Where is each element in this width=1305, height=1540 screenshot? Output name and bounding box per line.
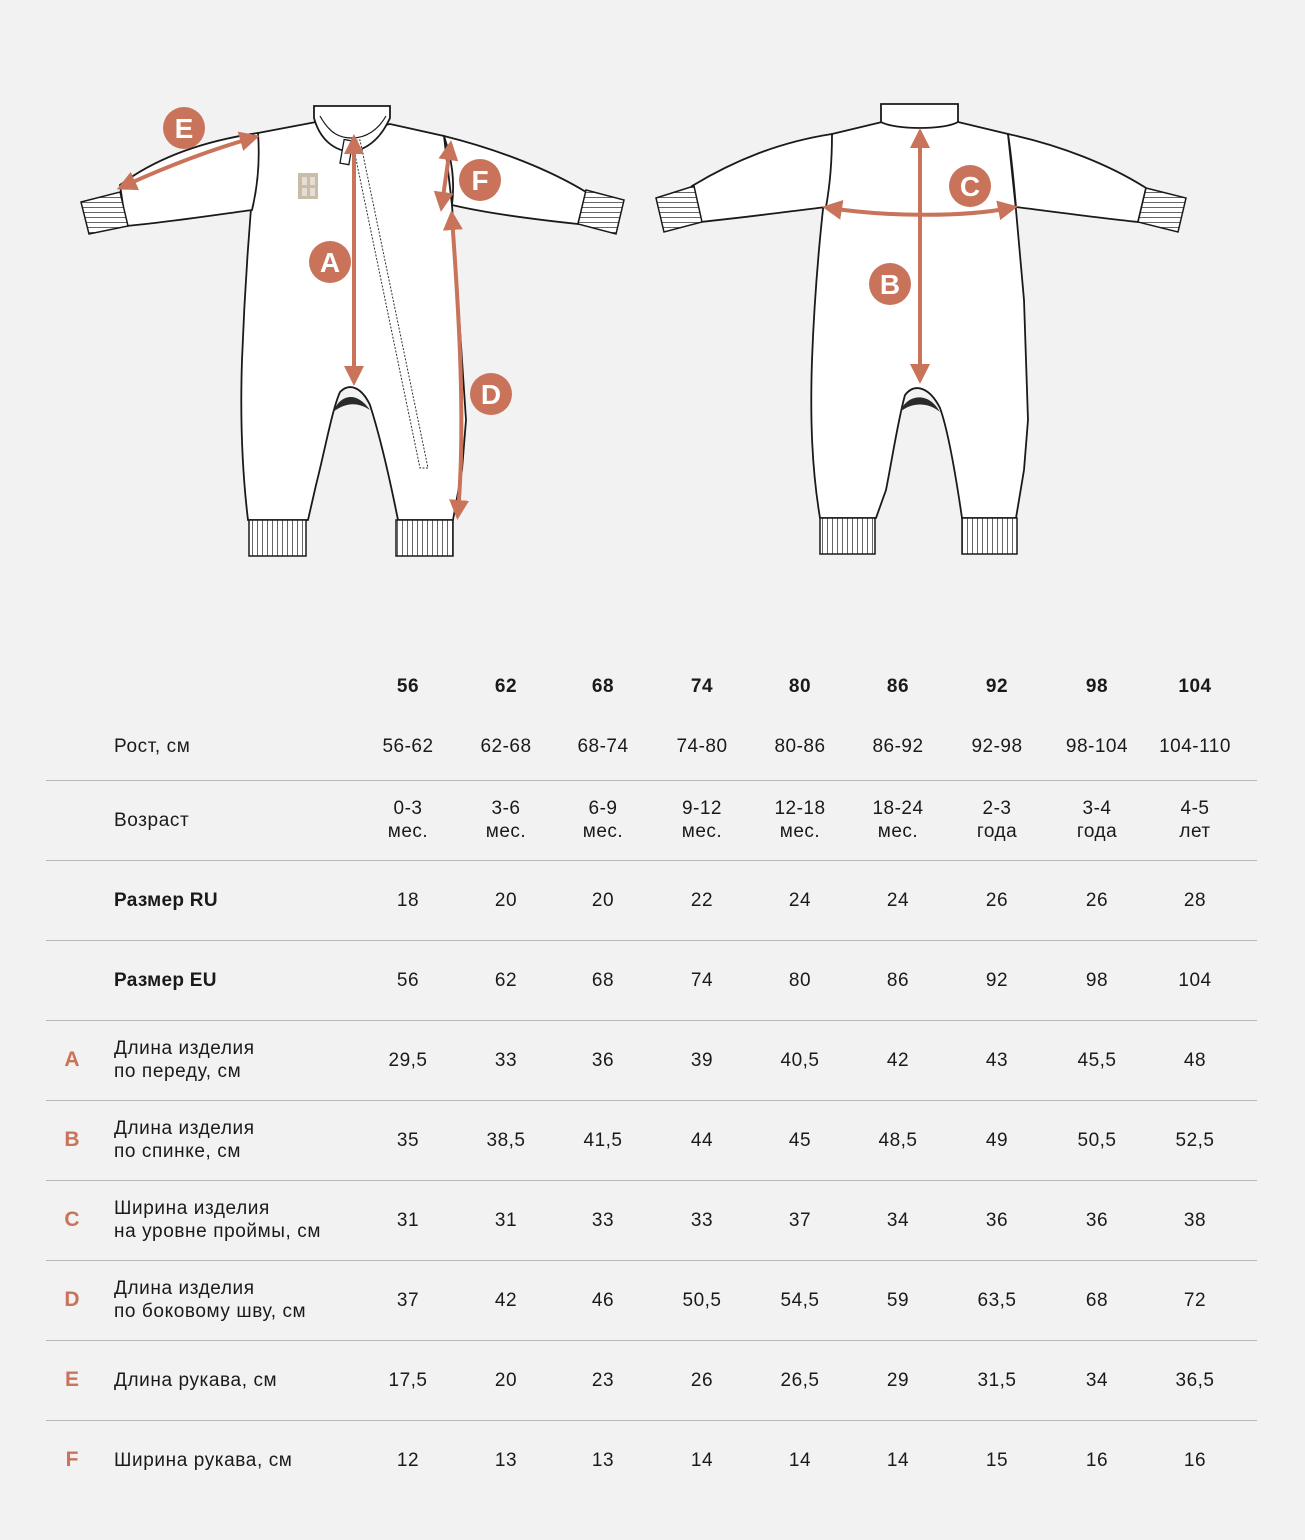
table-cell-value: 23 [591, 1369, 615, 1391]
measure-letter [46, 860, 98, 940]
marker-b [869, 263, 911, 305]
front-left-cuff [81, 192, 128, 234]
table-cell [652, 860, 752, 940]
table-cell-value: 33 [690, 1209, 714, 1231]
table-cell-value: 4-5 лет [1179, 798, 1211, 842]
table-cell-value: 12-18 мес. [774, 798, 826, 842]
table-cell [1145, 780, 1245, 860]
measure-letter: C [64, 1208, 80, 1231]
table-cell [358, 1420, 458, 1500]
size-header-cell: 98 [1085, 675, 1109, 697]
table-cell-value: 36,5 [1175, 1369, 1215, 1391]
table-cell [358, 712, 458, 780]
table-cell [848, 1420, 948, 1500]
table-cell [553, 1260, 653, 1340]
table-cell-value: 14 [788, 1449, 812, 1471]
table-cell [1047, 712, 1147, 780]
table-cell [652, 1260, 752, 1340]
table-cell-value: 45,5 [1077, 1049, 1117, 1071]
table-cell-value: 17,5 [388, 1369, 428, 1391]
table-cell [553, 780, 653, 860]
table-cell-value: 28 [1183, 889, 1207, 911]
table-cell-value: 2-3 года [976, 798, 1018, 842]
table-cell [553, 1020, 653, 1100]
table-cell-value: 50,5 [682, 1289, 722, 1311]
back-left-cuff [656, 186, 702, 232]
table-cell-value: 0-3 мес. [387, 798, 429, 842]
measure-letter: F [65, 1448, 79, 1471]
table-cell-value: 104 [1178, 969, 1212, 991]
table-cell [456, 780, 556, 860]
table-cell-value: 16 [1085, 1449, 1109, 1471]
table-cell-value: 56-62 [382, 735, 434, 757]
table-cell [553, 1180, 653, 1260]
table-cell-value: 86-92 [872, 735, 924, 757]
table-cell-value: 33 [591, 1209, 615, 1231]
table-cell-value: 62-68 [480, 735, 532, 757]
table-row [46, 1100, 1257, 1181]
table-cell-value: 9-12 мес. [681, 798, 723, 842]
table-cell [947, 1020, 1047, 1100]
table-cell [1145, 1260, 1245, 1340]
back-view [656, 104, 1186, 554]
table-cell-value: 41,5 [583, 1129, 623, 1151]
back-left-sleeve [692, 134, 832, 222]
table-row [46, 940, 1257, 1021]
table-cell [750, 1020, 850, 1100]
table-cell-value: 54,5 [780, 1289, 820, 1311]
table-cell-value: 68 [1085, 1289, 1109, 1311]
table-cell [848, 1180, 948, 1260]
table-cell-value: 34 [1085, 1369, 1109, 1391]
table-cell [947, 1340, 1047, 1420]
size-diagram [0, 0, 1305, 600]
table-cell [358, 1180, 458, 1260]
brand-logo [298, 173, 318, 199]
table-cell-value: 44 [690, 1129, 714, 1151]
table-cell-value: 29 [886, 1369, 910, 1391]
measure-letter [46, 940, 98, 1020]
table-row [46, 1180, 1257, 1261]
row-label: Длина изделия по боковому шву, см [114, 1278, 307, 1322]
table-cell [1047, 1100, 1147, 1180]
row-label: Размер RU [114, 889, 218, 911]
table-cell-value: 18-24 мес. [872, 798, 924, 842]
table-cell-value: 26 [690, 1369, 714, 1391]
table-cell-value: 46 [591, 1289, 615, 1311]
table-cell [1145, 1180, 1245, 1260]
table-cell [1145, 1020, 1245, 1100]
table-cell [750, 1180, 850, 1260]
size-header-cell: 56 [396, 675, 420, 697]
table-cell-value: 13 [591, 1449, 615, 1471]
table-cell [652, 1340, 752, 1420]
table-cell-value: 18 [396, 889, 420, 911]
table-cell [848, 940, 948, 1020]
marker-d-label: D [480, 379, 502, 410]
table-cell-value: 36 [1085, 1209, 1109, 1231]
table-cell [750, 1260, 850, 1340]
table-cell-value: 74 [690, 969, 714, 991]
table-cell-value: 3-4 года [1076, 798, 1118, 842]
table-cell [652, 940, 752, 1020]
table-cell [750, 1100, 850, 1180]
table-cell-value: 39 [690, 1049, 714, 1071]
table-cell-value: 52,5 [1175, 1129, 1215, 1151]
marker-c-label: C [959, 171, 981, 202]
table-cell [553, 712, 653, 780]
table-cell-value: 68-74 [577, 735, 629, 757]
table-cell-value: 14 [886, 1449, 910, 1471]
table-cell [456, 1180, 556, 1260]
table-cell-value: 43 [985, 1049, 1009, 1071]
marker-e-label: E [174, 113, 194, 144]
table-cell [652, 1100, 752, 1180]
table-row [46, 860, 1257, 941]
table-cell [456, 940, 556, 1020]
front-right-leg-cuff [396, 520, 453, 556]
table-cell [947, 712, 1047, 780]
table-cell [456, 1420, 556, 1500]
marker-c [949, 165, 991, 207]
table-cell-value: 24 [788, 889, 812, 911]
table-cell [456, 1260, 556, 1340]
table-cell [358, 780, 458, 860]
table-cell [848, 712, 948, 780]
table-cell [358, 1260, 458, 1340]
table-cell-value: 36 [985, 1209, 1009, 1231]
table-cell-value: 31,5 [977, 1369, 1017, 1391]
table-row [46, 712, 1257, 781]
table-cell [848, 1260, 948, 1340]
table-cell-value: 22 [690, 889, 714, 911]
table-cell-value: 16 [1183, 1449, 1207, 1471]
table-cell [358, 940, 458, 1020]
table-cell-value: 62 [494, 969, 518, 991]
table-cell [456, 712, 556, 780]
table-cell-value: 68 [591, 969, 615, 991]
table-cell [947, 1100, 1047, 1180]
table-cell-value: 56 [396, 969, 420, 991]
table-cell [750, 940, 850, 1020]
table-row [46, 1340, 1257, 1421]
table-cell-value: 37 [396, 1289, 420, 1311]
row-label: Длина рукава, см [114, 1369, 278, 1391]
marker-e [163, 107, 205, 149]
table-cell [456, 860, 556, 940]
table-cell-value: 74-80 [676, 735, 728, 757]
table-row [46, 1260, 1257, 1341]
measure-letter: B [64, 1128, 80, 1151]
back-right-sleeve [1008, 134, 1146, 222]
table-cell [1047, 1260, 1147, 1340]
table-cell-value: 31 [494, 1209, 518, 1231]
table-cell [1145, 860, 1245, 940]
table-cell-value: 72 [1183, 1289, 1207, 1311]
table-cell-value: 35 [396, 1129, 420, 1151]
table-cell-value: 92-98 [971, 735, 1023, 757]
table-cell [1047, 1340, 1147, 1420]
table-cell-value: 36 [591, 1049, 615, 1071]
table-cell-value: 12 [396, 1449, 420, 1471]
table-cell [1047, 1020, 1147, 1100]
table-cell [358, 1100, 458, 1180]
back-left-leg-cuff [820, 518, 875, 554]
table-cell-value: 49 [985, 1129, 1009, 1151]
table-cell [947, 1420, 1047, 1500]
marker-a [309, 241, 351, 283]
table-cell [848, 1100, 948, 1180]
table-cell-value: 98 [1085, 969, 1109, 991]
back-collar [881, 104, 958, 128]
size-header-cell: 86 [886, 675, 910, 697]
row-label: Ширина изделия на уровне проймы, см [114, 1198, 322, 1242]
measure-letter [46, 712, 98, 780]
table-cell-value: 59 [886, 1289, 910, 1311]
table-cell-value: 104-110 [1159, 735, 1231, 757]
table-cell [456, 1020, 556, 1100]
table-cell-value: 20 [494, 1369, 518, 1391]
table-cell [553, 1100, 653, 1180]
table-cell [848, 860, 948, 940]
table-cell [1047, 1420, 1147, 1500]
table-cell-value: 48,5 [878, 1129, 918, 1151]
row-label: Возраст [114, 809, 190, 831]
table-cell [750, 712, 850, 780]
table-cell [1047, 860, 1147, 940]
table-cell-value: 42 [494, 1289, 518, 1311]
front-view [81, 106, 624, 556]
table-cell [947, 940, 1047, 1020]
table-cell-value: 15 [985, 1449, 1009, 1471]
table-cell [652, 1420, 752, 1500]
table-cell-value: 6-9 мес. [582, 798, 624, 842]
table-cell [358, 1020, 458, 1100]
table-cell [848, 1020, 948, 1100]
measure-letter: D [64, 1288, 80, 1311]
table-cell [652, 1180, 752, 1260]
size-header-cell: 80 [788, 675, 812, 697]
table-cell [947, 1260, 1047, 1340]
marker-f [459, 159, 501, 201]
table-cell [652, 712, 752, 780]
table-cell-value: 26 [1085, 889, 1109, 911]
table-cell [1145, 1340, 1245, 1420]
table-cell-value: 20 [494, 889, 518, 911]
table-cell-value: 26 [985, 889, 1009, 911]
table-cell [652, 780, 752, 860]
table-cell [848, 1340, 948, 1420]
table-cell [750, 1420, 850, 1500]
back-right-cuff [1138, 188, 1186, 232]
table-cell [358, 1340, 458, 1420]
measure-letter: A [64, 1048, 80, 1071]
table-cell-value: 50,5 [1077, 1129, 1117, 1151]
table-cell-value: 29,5 [388, 1049, 428, 1071]
table-cell [456, 1100, 556, 1180]
size-header-cell: 62 [494, 675, 518, 697]
table-cell-value: 13 [494, 1449, 518, 1471]
table-cell-value: 3-6 мес. [485, 798, 527, 842]
table-cell [750, 780, 850, 860]
table-cell [553, 1420, 653, 1500]
table-cell-value: 48 [1183, 1049, 1207, 1071]
marker-f-label: F [471, 165, 489, 196]
marker-d [470, 373, 512, 415]
size-header-cell: 104 [1178, 675, 1212, 697]
table-cell [947, 1180, 1047, 1260]
table-cell-value: 63,5 [977, 1289, 1017, 1311]
table-cell-value: 86 [886, 969, 910, 991]
size-header-row [46, 660, 1257, 712]
table-cell [553, 940, 653, 1020]
table-row [46, 1020, 1257, 1101]
row-label: Длина изделия по переду, см [114, 1038, 255, 1082]
table-cell-value: 33 [494, 1049, 518, 1071]
row-label: Длина изделия по спинке, см [114, 1118, 255, 1162]
table-cell-value: 80 [788, 969, 812, 991]
back-right-leg-cuff [962, 518, 1017, 554]
table-cell [750, 1340, 850, 1420]
table-cell-value: 38,5 [486, 1129, 526, 1151]
row-label: Ширина рукава, см [114, 1449, 293, 1471]
table-cell [750, 860, 850, 940]
size-header-cell: 74 [690, 675, 714, 697]
table-cell-value: 37 [788, 1209, 812, 1231]
table-cell [456, 1340, 556, 1420]
marker-b-label: B [879, 269, 901, 300]
table-cell [652, 1020, 752, 1100]
table-cell-value: 31 [396, 1209, 420, 1231]
table-cell-value: 14 [690, 1449, 714, 1471]
table-cell-value: 80-86 [774, 735, 826, 757]
table-cell [947, 860, 1047, 940]
table-cell [358, 860, 458, 940]
table-cell-value: 40,5 [780, 1049, 820, 1071]
table-cell-value: 20 [591, 889, 615, 911]
size-header-cell: 92 [985, 675, 1009, 697]
table-cell [553, 860, 653, 940]
table-cell-value: 98-104 [1065, 735, 1129, 757]
table-cell-value: 24 [886, 889, 910, 911]
row-label: Размер EU [114, 969, 217, 991]
table-cell-value: 42 [886, 1049, 910, 1071]
table-cell [1047, 780, 1147, 860]
table-cell-value: 45 [788, 1129, 812, 1151]
table-cell [1145, 940, 1245, 1020]
table-cell-value: 38 [1183, 1209, 1207, 1231]
table-row [46, 1420, 1257, 1500]
table-cell [848, 780, 948, 860]
front-right-cuff [578, 190, 624, 234]
table-row [46, 780, 1257, 861]
table-cell-value: 26,5 [780, 1369, 820, 1391]
front-left-leg-cuff [249, 520, 306, 556]
table-cell-value: 34 [886, 1209, 910, 1231]
table-cell [553, 1340, 653, 1420]
table-cell [1145, 1420, 1245, 1500]
table-cell-value: 92 [985, 969, 1009, 991]
measure-letter: E [64, 1368, 79, 1391]
table-cell [1047, 940, 1147, 1020]
marker-a-label: A [319, 247, 341, 278]
table-cell [1145, 712, 1245, 780]
table-cell [947, 780, 1047, 860]
size-header-cell: 68 [591, 675, 615, 697]
measure-letter [46, 780, 98, 860]
table-cell [1047, 1180, 1147, 1260]
row-label: Рост, см [114, 735, 191, 757]
table-cell [1145, 1100, 1245, 1180]
